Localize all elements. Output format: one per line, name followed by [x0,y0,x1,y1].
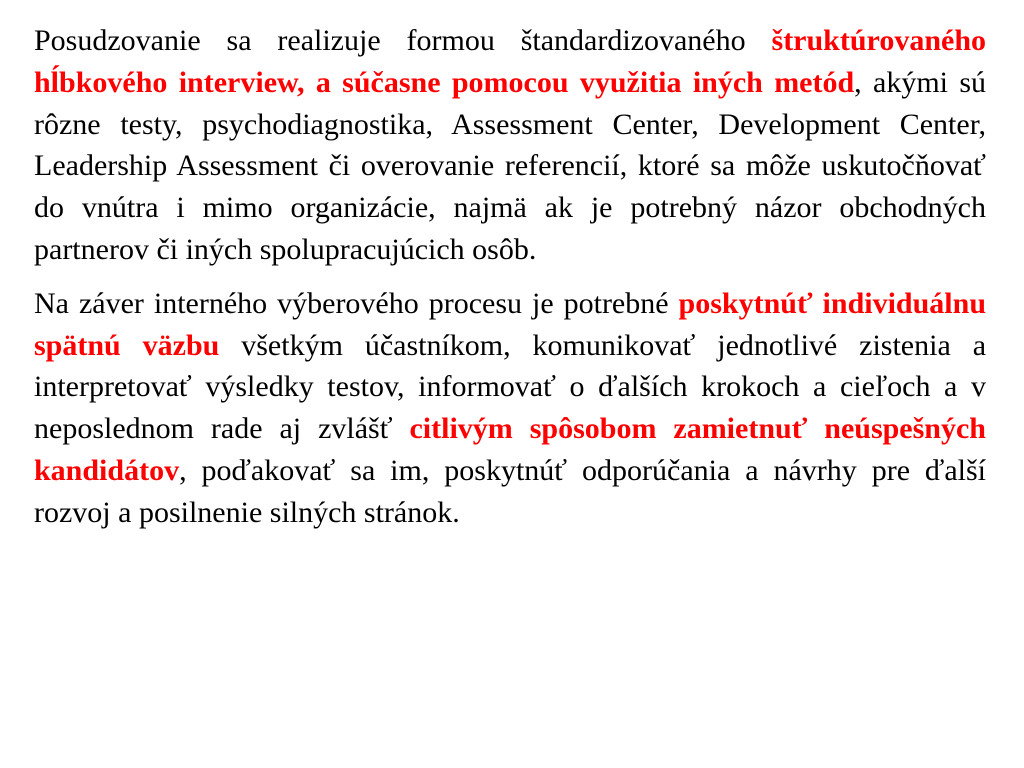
text-segment: , poďakovať sa im, poskytnúť odporúčania a návrhy pre ďalší rozvoj a posilnenie silných stránok. [34,453,986,529]
highlighted-text: poskytnúť individuálnu spätnú väzbu [34,286,986,362]
highlighted-text: štruktúrovaného hĺbkového interview, a súčasne pomocou využitia iných metód [34,24,986,99]
text-segment: Posudzovanie sa realizuje formou štandardizovaného [34,24,772,57]
paragraph-assessment-methods [34,20,986,271]
text-segment: Na záver interného výberového procesu je potrebné [34,286,679,320]
paragraph-feedback [34,283,986,534]
text-segment: , akými sú rôzne testy, psychodiagnostika, Assessment Center, Development Center, Leadership Assessment či overovanie referencií, ktoré sa môže uskutočňovať do vnútra i mimo organizácie, najmä ak je potrebný názor obchodných partnerov či iných spolupracujúcich osôb. [34,65,986,266]
highlighted-text: citlivým spôsobom zamietnuť neúspešných kandidátov [34,412,986,487]
text-segment: všetkým účastníkom, komunikovať jednotlivé zistenia a interpretovať výsledky testov, informovať o ďalších krokoch a cieľoch a v neposlednom rade aj zvlášť [34,328,987,446]
